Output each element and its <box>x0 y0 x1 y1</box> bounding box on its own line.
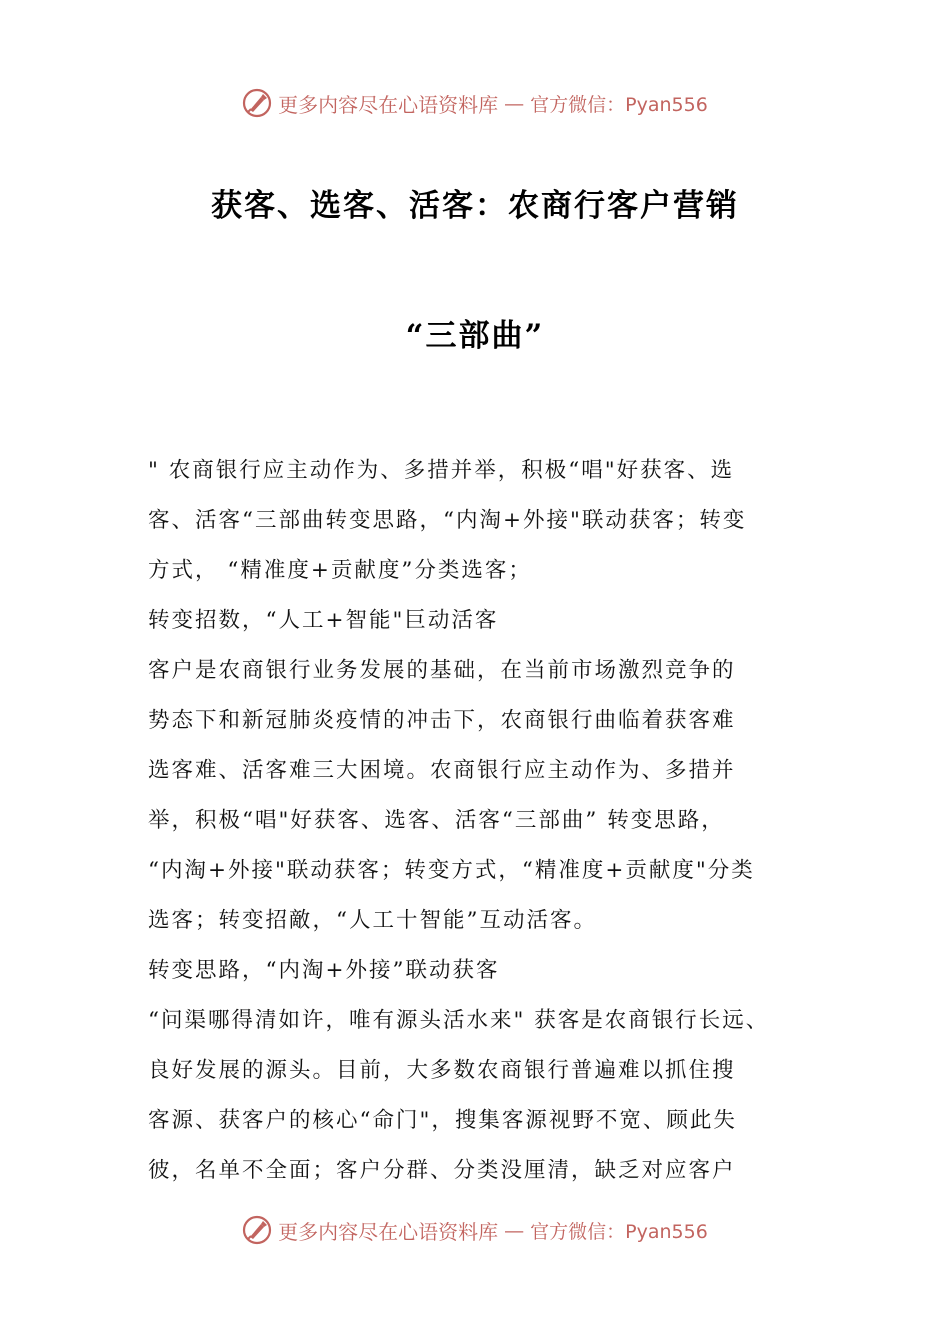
header-banner <box>0 83 950 123</box>
document-title-line-1: 获客、选客、活客：农商行客户营销 <box>211 188 739 224</box>
document-body <box>148 446 808 1196</box>
body-line: 举，积极“唱"好获客、选客、活客“三部曲” 转变思路， <box>148 808 725 833</box>
body-line: 转变思路，“内淘+外接”联动获客 <box>148 958 500 983</box>
footer-banner <box>0 1210 950 1250</box>
banner-dash: — <box>504 91 525 115</box>
banner-brand-text: 更多内容尽在心语资料库 <box>278 92 499 117</box>
body-line: “问渠哪得清如许，唯有源头活水来" 获客是农商银行长远、 <box>148 1008 770 1033</box>
pen-nib-logo-icon <box>242 88 272 118</box>
body-line: 彼，名单不全面；客户分群、分类没厘清，缺乏对应客户 <box>148 1158 736 1183</box>
body-line: 选客难、活客难三大困境。农商银行应主动作为、多措并 <box>148 758 736 783</box>
body-line: 转变招数，“人工+智能"巨动活客 <box>148 608 499 633</box>
banner-brand-text: 更多内容尽在心语资料库 <box>278 1219 499 1244</box>
body-line: 方式， “精准度+贡献度”分类选客； <box>148 558 532 583</box>
banner-wechat-text: 官方微信：Pyan556 <box>530 93 708 116</box>
body-line: 选客；转变招敵，“人工十智能”互动活客。 <box>148 908 597 933</box>
body-line: 客、活客“三部曲转变思路，“内淘+外接"联动获客；转变 <box>148 508 747 533</box>
body-line: 客户是农商银行业务发展的基础，在当前市场激烈竞争的 <box>148 658 736 683</box>
body-line: 势态下和新冠肺炎疫情的冲击下，农商银行曲临着获客难 <box>148 708 736 733</box>
body-line: “内淘+外接"联动获客；转变方式，“精准度+贡献度"分类 <box>148 858 755 883</box>
body-line: " 农商银行应主动作为、多措并举，积极“唱"好获客、选 <box>148 458 735 483</box>
body-line: 良好发展的源头。目前，大多数农商银行普遍难以抓住搜 <box>148 1058 736 1083</box>
banner-dash: — <box>504 1218 525 1242</box>
body-line: 客源、获客户的核心“命门"，搜集客源视野不宽、顾此失 <box>148 1108 737 1133</box>
pen-nib-logo-icon <box>242 1215 272 1245</box>
banner-wechat-text: 官方微信：Pyan556 <box>530 1220 708 1243</box>
document-title-line-2: “三部曲” <box>405 318 545 354</box>
